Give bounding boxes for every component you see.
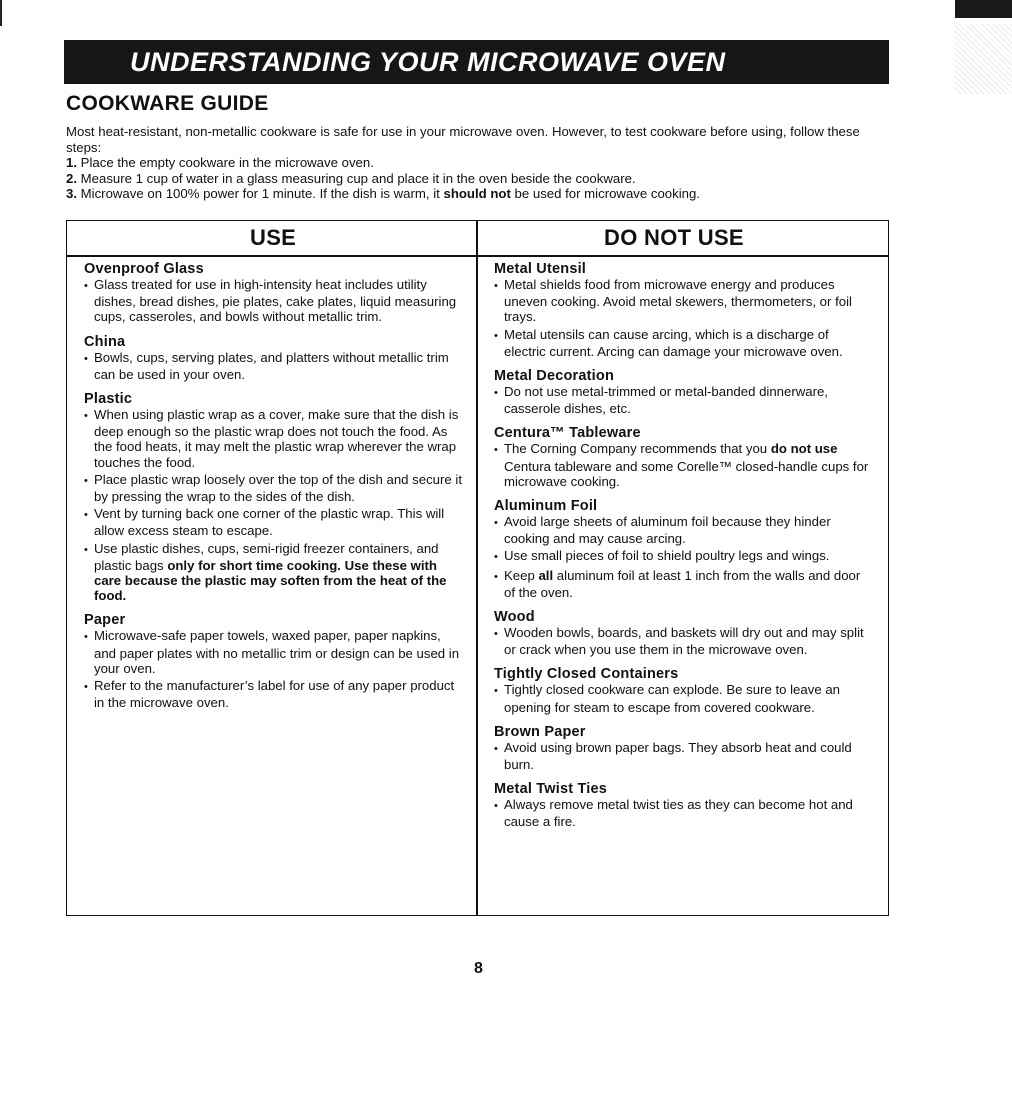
step-number: 2.	[66, 170, 77, 186]
section-wood	[494, 609, 869, 657]
steps-list	[66, 155, 886, 202]
section-title: China	[84, 333, 126, 350]
section-title: Brown Paper	[494, 723, 586, 740]
bullet-text: Centura tableware and some Corelle™ closed-handle cups for microwave cooking.	[504, 458, 869, 489]
section-title: Metal Decoration	[494, 368, 615, 385]
section-metal-utensil	[494, 261, 869, 359]
section-title: Aluminum Foil	[494, 498, 598, 515]
bullet-item: • Use small pieces of foil to shield poultry legs and wings.	[494, 548, 869, 565]
bullet-item: • Vent by turning back one corner of the plastic wrap. This will allow excess steam to escape.	[84, 506, 462, 538]
section-title: Tightly Closed Containers	[494, 666, 679, 683]
section-title: Metal Utensil	[494, 261, 587, 277]
step-emphasis: should not	[443, 186, 511, 201]
step-text: Measure 1 cup of water in a glass measuring cup and place it in the oven beside the cookware.	[80, 170, 636, 186]
use-heading: USE	[250, 225, 297, 250]
section-centura-tableware	[494, 425, 869, 489]
step-text: Microwave on 100% power for 1 minute. If the dish is warm, it	[80, 186, 444, 201]
bullet-item: • Metal utensils can cause arcing, which is a discharge of electric current. Arcing can damage your microwave oven.	[494, 327, 869, 359]
scan-edge-line	[0, 0, 2, 26]
bullet-item: • Wooden bowls, boards, and baskets will dry out and may split or crack when you use them in the microwave oven.	[494, 625, 869, 657]
section-title: Ovenproof Glass	[84, 261, 204, 277]
step-number: 3.	[66, 186, 77, 201]
bullet-item: • Always remove metal twist ties as they can become hot and cause a fire.	[494, 797, 869, 829]
bullet-item	[494, 568, 869, 600]
bullet-text: Keep	[504, 567, 539, 583]
bullet-item	[494, 441, 869, 489]
do-not-use-heading: DO NOT USE	[604, 225, 744, 250]
intro-text: Most heat-resistant, non-metallic cookware is safe for use in your microwave oven. However, to test cookware before using, follow these steps:	[66, 124, 860, 155]
section-brown-paper	[494, 724, 869, 772]
bullet-item: • Place plastic wrap loosely over the top of the dish and secure it by pressing the wrap to the sides of the dish.	[84, 472, 462, 504]
section-title: Centura™ Tableware	[494, 425, 641, 442]
bullet-emphasis: all	[538, 567, 554, 583]
bullet-item: • Avoid large sheets of aluminum foil because they hinder cooking and may cause arcing.	[494, 514, 869, 546]
bullet-text: The Corning Company recommends that you	[504, 441, 771, 457]
section-china	[84, 334, 462, 382]
bullet-item: • Tightly closed cookware can explode. Be sure to leave an opening for steam to escape from covered cookware.	[494, 682, 869, 714]
step-item	[66, 171, 886, 187]
bullet-item: • Microwave-safe paper towels, waxed paper, paper napkins, and paper plates with no metallic trim or design can be used in your oven.	[84, 628, 462, 676]
bullet-item: • Do not use metal-trimmed or metal-banded dinnerware, casserole dishes, etc.	[494, 384, 869, 416]
section-metal-decoration	[494, 368, 869, 416]
bullet-text: Use plastic dishes, cups, semi-rigid freezer containers, and plastic bags	[94, 540, 439, 573]
page-title: COOKWARE GUIDE	[66, 92, 269, 115]
header-rule	[67, 255, 888, 257]
bullet-emphasis: do not use	[770, 441, 838, 457]
section-aluminum-foil	[494, 498, 869, 600]
bullet-item	[84, 541, 462, 604]
section-title: Wood	[494, 609, 535, 626]
bullet-item: • Metal shields food from microwave energy and produces uneven cooking. Avoid metal skewers, thermometers, or foil trays.	[494, 277, 869, 325]
section-paper	[84, 612, 462, 710]
section-ovenproof-glass	[84, 261, 462, 325]
section-metal-twist-ties	[494, 781, 869, 829]
section-tightly-closed-containers	[494, 666, 869, 714]
step-text: be used for microwave cooking.	[510, 186, 700, 201]
bullet-item: • Bowls, cups, serving plates, and platters without metallic trim can be used in your oven.	[84, 350, 462, 382]
intro-block	[66, 124, 886, 202]
bullet-item: • Avoid using brown paper bags. They absorb heat and could burn.	[494, 740, 869, 772]
bullet-item: • Glass treated for use in high-intensity heat includes utility dishes, bread dishes, pie plates, cake plates, liquid measuring cups, casseroles, and bowls without metallic trim.	[84, 277, 462, 325]
section-title: Paper	[84, 612, 126, 629]
cookware-table	[66, 220, 889, 916]
step-item	[66, 155, 886, 171]
column-divider	[476, 221, 478, 915]
step-text: Place the empty cookware in the microwave oven.	[80, 155, 374, 170]
corner-registration-mark	[955, 0, 1012, 18]
scan-speckle	[955, 24, 1012, 94]
bullet-emphasis: only for short time cooking. Use these with care because the plastic may soften from the heat of the food.	[94, 557, 447, 604]
section-title: Metal Twist Ties	[494, 781, 608, 798]
section-title: Plastic	[84, 391, 133, 408]
do-not-use-column	[494, 261, 869, 839]
section-plastic	[84, 391, 462, 603]
banner-title: UNDERSTANDING YOUR MICROWAVE OVEN	[64, 40, 889, 84]
page-number: 8	[474, 960, 483, 977]
step-item	[66, 186, 886, 202]
bullet-item: • When using plastic wrap as a cover, make sure that the dish is deep enough so the plastic wrap does not touch the food. As the food heats, it may melt the plastic wrap wherever the wrap touches the food.	[84, 407, 462, 470]
step-number: 1.	[66, 155, 77, 170]
bullet-item: • Refer to the manufacturer’s label for use of any paper product in the microwave oven.	[84, 678, 462, 710]
use-column	[84, 261, 462, 719]
bullet-text: aluminum foil at least 1 inch from the walls and door of the oven.	[504, 567, 861, 600]
